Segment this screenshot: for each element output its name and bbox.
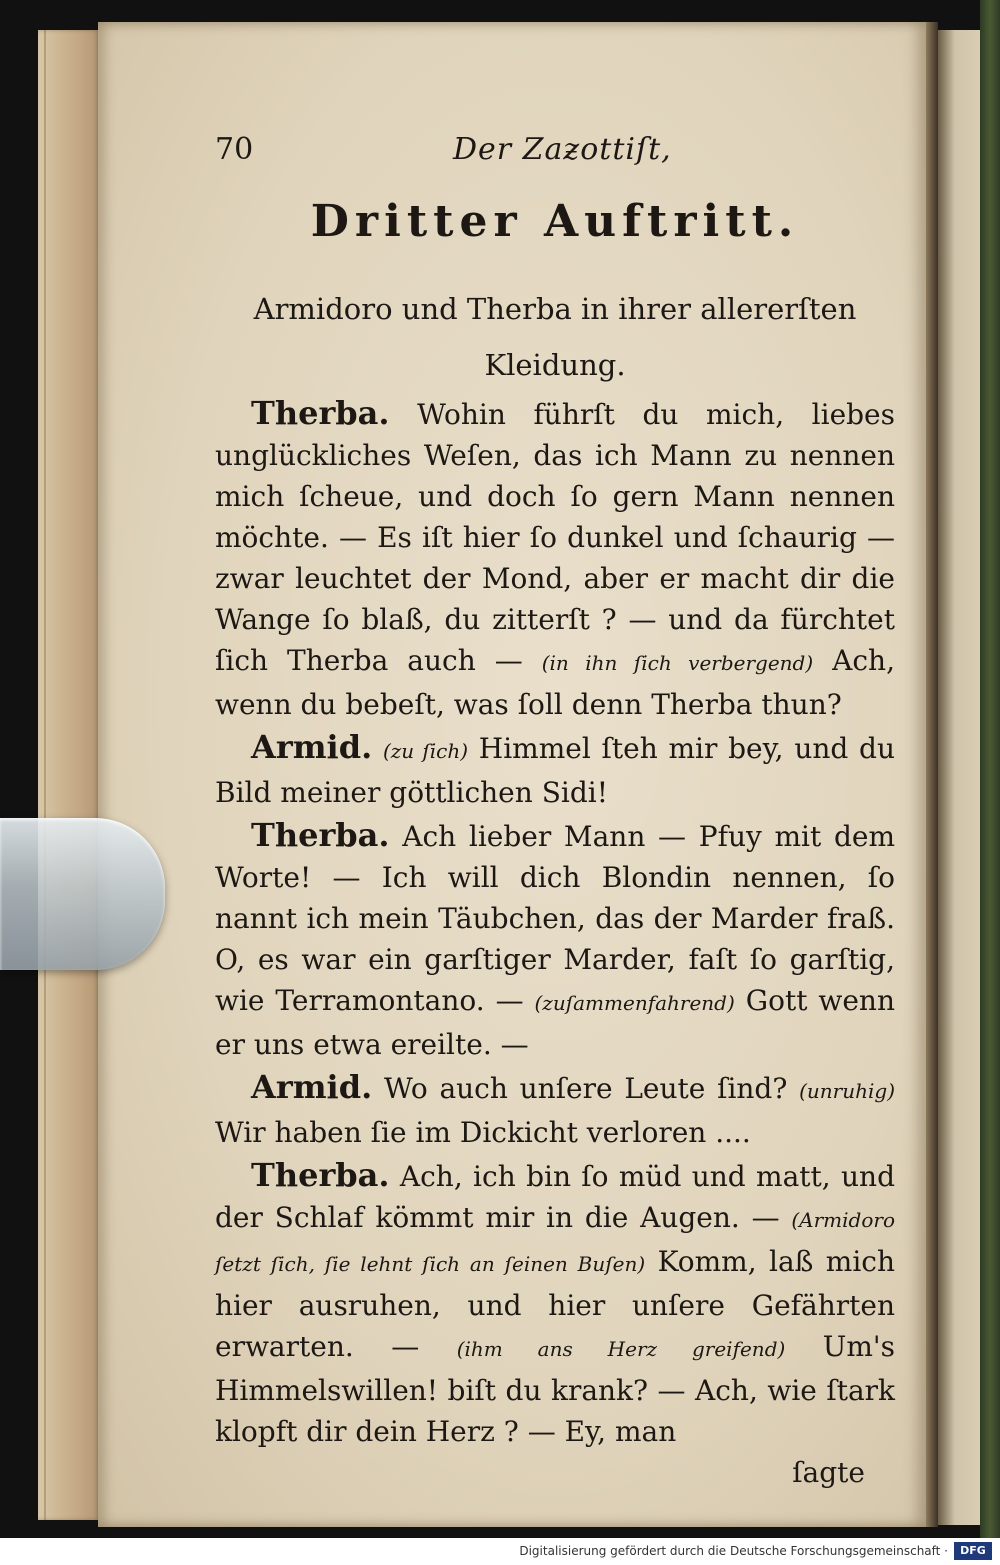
speech-armid-1	[215, 727, 895, 813]
facing-page-strip	[938, 30, 980, 1525]
page-edges	[38, 30, 100, 1520]
dfg-logo-icon: DFG	[954, 1542, 992, 1560]
speaker: Therba.	[251, 1156, 390, 1194]
stage-direction: (Armidoro ſetzt ſich, ſie lehnt ſich an ſeinen Buſen)	[215, 1208, 895, 1276]
funding-credit: Digitalisierung gefördert durch die Deutsche Forschungsgemeinschaft ·	[519, 1544, 948, 1558]
speech-text: Ach lieber Mann — Pfuy mit dem Worte! — Ich will dich Blondin nennen, ſo nannt ich mein Täubchen, das der Marder fraß. O, es war ein garſtiger Marder, faſt ſo garſtig, wie Terramontano. —	[215, 820, 896, 1017]
running-title: Der Zaƶottiſt,	[453, 132, 672, 167]
stage-direction: (ihm ans Herz greifend)	[456, 1337, 786, 1361]
speaker: Armid.	[251, 1068, 373, 1106]
scene-description: Armidoro und Therba in ihrer allererſten Kleidung.	[253, 292, 857, 382]
speech-armid-2	[215, 1067, 895, 1153]
speech-text: Himmel ſteh mir bey, und du Bild meiner göttlichen Sidi!	[215, 732, 895, 809]
cover-edge	[980, 0, 1000, 1565]
page-number: 70	[215, 132, 254, 167]
speech-text: Ach, ich bin ſo müd und matt, und der Schlaf kömmt mir in die Augen. —	[215, 1160, 896, 1234]
footer-bar	[0, 1538, 1000, 1565]
speech-text: Wo auch unſere Leute ſind?	[383, 1072, 800, 1105]
speech-text: Komm, laß mich hier ausruhen, und hier unſere Gefährten erwarten. —	[215, 1245, 895, 1363]
speech-text: Gott wenn er uns etwa ereilte. —	[215, 984, 895, 1061]
page-clip	[0, 818, 165, 970]
stage-direction: (zuſammenfahrend)	[534, 991, 735, 1015]
speech-therba-2	[215, 815, 895, 1065]
speech-therba-1	[215, 393, 895, 725]
page-text	[215, 120, 895, 1489]
binding-gutter	[926, 22, 938, 1527]
speaker: Therba.	[251, 394, 390, 432]
stage-direction: (in ihn ſich verbergend)	[541, 651, 814, 675]
catchword: ſagte	[792, 1456, 865, 1489]
speaker: Therba.	[251, 816, 390, 854]
speaker: Armid.	[251, 728, 373, 766]
stage-direction: (zu ſich)	[382, 739, 469, 763]
stage-direction: (unruhig)	[799, 1079, 895, 1103]
speech-therba-3	[215, 1155, 895, 1452]
speech-text: Wohin führſt du mich, liebes unglückliches Weſen, das ich Mann zu nennen mich ſcheue, und doch ſo gern Mann nennen möchte. — Es iſt hier ſo dunkel und ſchaurig — zwar leuchtet der Mond, aber er macht dir die Wange ſo blaß, du zitterſt ? — und da fürchtet ſich Therba auch —	[215, 398, 895, 677]
speech-text: Ach, wenn du bebeſt, was ſoll denn Therba thun?	[215, 644, 895, 721]
speech-text: Wir haben ſie im Dickicht verloren ....	[215, 1116, 751, 1149]
page-header	[215, 120, 895, 180]
scene-title: Dritter Auftritt.	[310, 196, 800, 247]
speech-text: Um's Himmelswillen! biſt du krank? — Ach, wie ſtark klopft dir dein Herz ? — Ey, man	[215, 1330, 895, 1448]
